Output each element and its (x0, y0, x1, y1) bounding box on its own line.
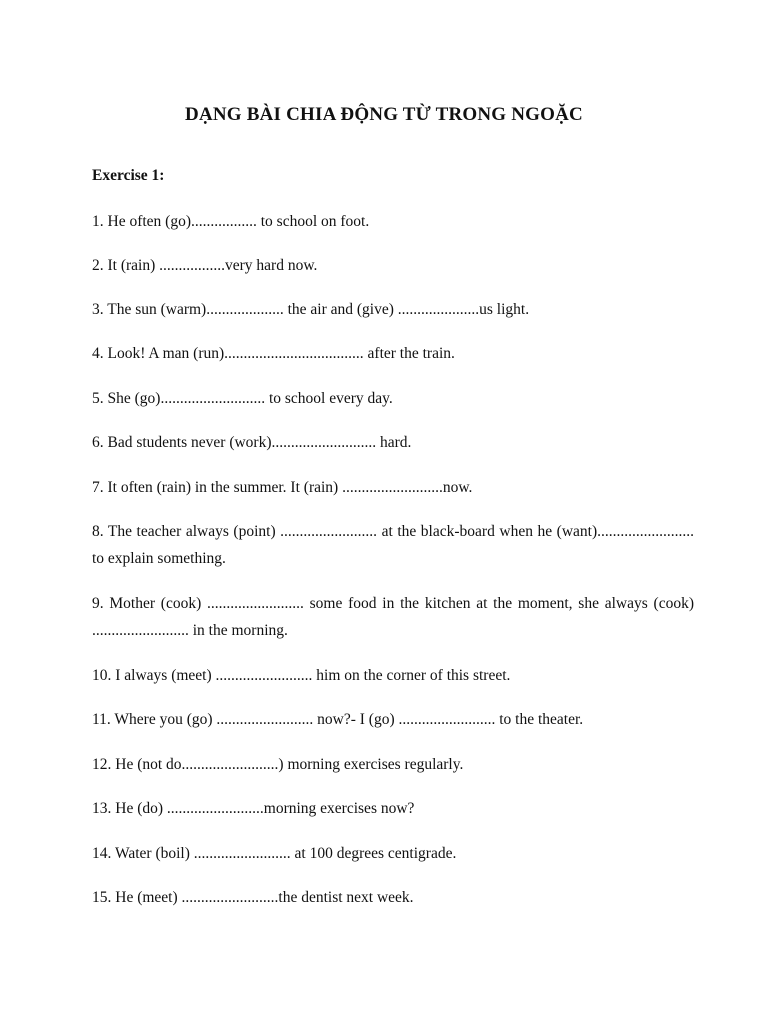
question-8: 8. The teacher always (point) ......................... at the black-board when he (want)......................... to explain something. (92, 523, 694, 567)
question-11: 11. Where you (go) ......................... now?- I (go) ......................... to the theater. (92, 711, 584, 728)
question-9: 9. Mother (cook) ......................... some food in the kitchen at the moment, she always (cook) ......................... in the morning. (92, 595, 694, 639)
question-6: 6. Bad students never (work)........................... hard. (92, 434, 412, 451)
document-title: DẠNG BÀI CHIA ĐỘNG TỪ TRONG NGOẶC (185, 104, 583, 125)
question-4: 4. Look! A man (run).................................... after the train. (92, 345, 455, 362)
exercise-heading: Exercise 1: (92, 167, 165, 184)
question-1: 1. He often (go)................. to school on foot. (92, 213, 370, 230)
question-5: 5. She (go)........................... to school every day. (92, 390, 393, 407)
question-14: 14. Water (boil) ......................... at 100 degrees centigrade. (92, 845, 457, 862)
question-3: 3. The sun (warm).................... the air and (give) .....................us light. (92, 301, 530, 318)
question-2: 2. It (rain) .................very hard now. (92, 257, 318, 274)
question-12: 12. He (not do.........................) morning exercises regularly. (92, 756, 464, 773)
question-15: 15. He (meet) .........................the dentist next week. (92, 889, 414, 906)
question-10: 10. I always (meet) ......................... him on the corner of this street. (92, 667, 511, 684)
question-7: 7. It often (rain) in the summer. It (rain) ..........................now. (92, 479, 473, 496)
question-13: 13. He (do) .........................morning exercises now? (92, 800, 415, 817)
